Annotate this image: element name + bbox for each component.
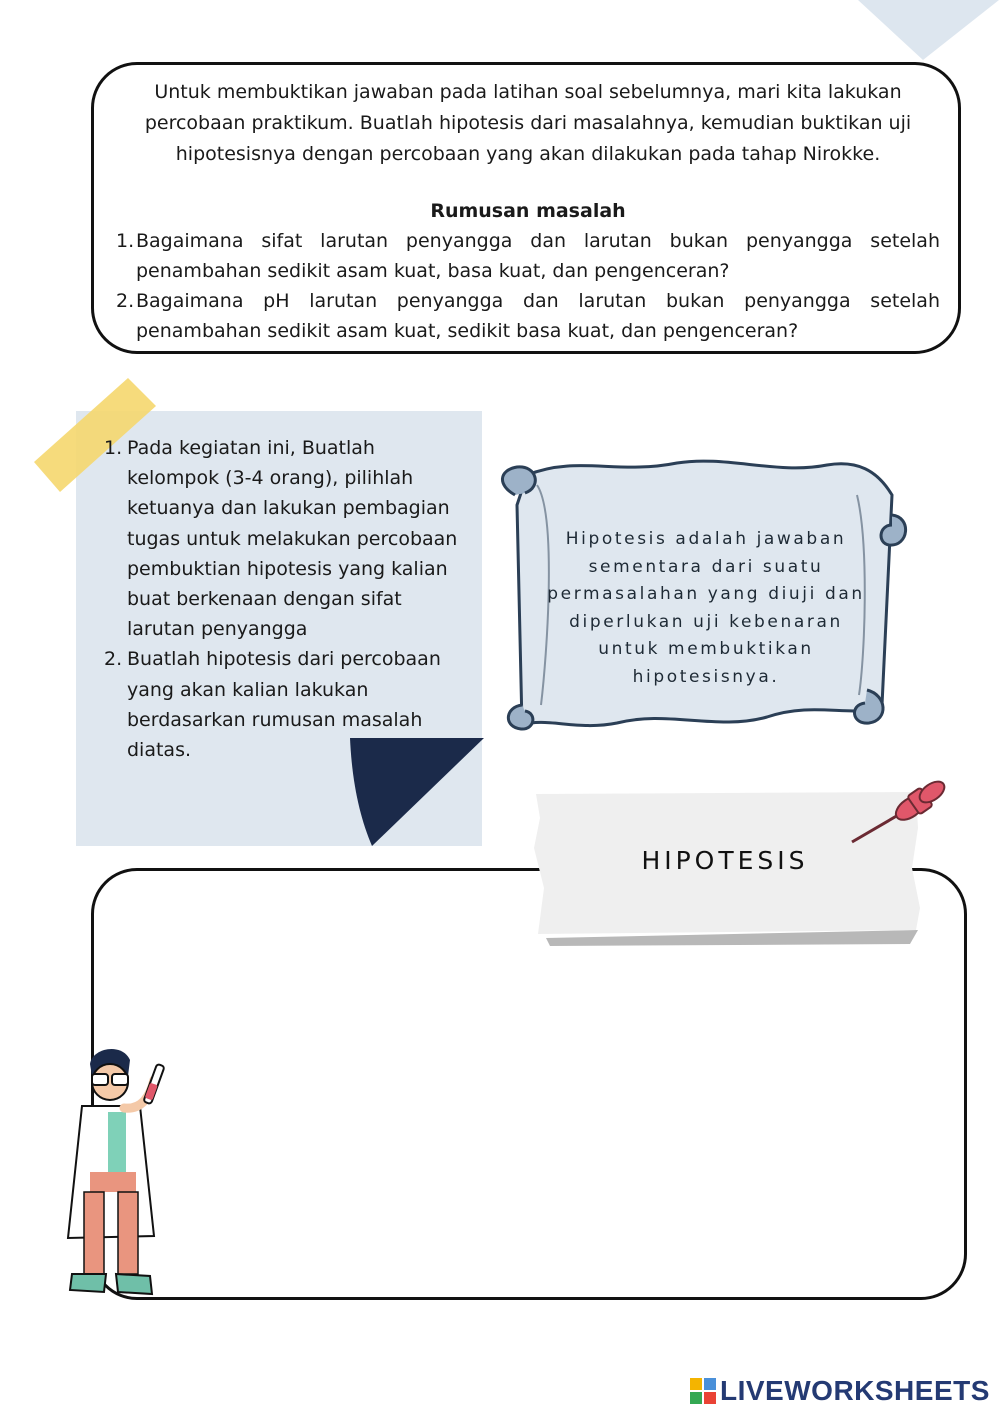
intro-paragraph: Untuk membuktikan jawaban pada latihan soal sebelumnya, mari kita lakukan percobaan praktikum. Buatlah hipotesis dari masalahnya, kemudian buktikan uji hipotesisnya dengan percobaan yang akan dilakukan pada tahap Nirokke.	[144, 81, 912, 165]
task-item	[104, 644, 464, 765]
hypothesis-label: HIPOTESIS	[641, 846, 809, 875]
task-number: 2.	[104, 648, 123, 671]
push-pin-icon	[848, 776, 948, 846]
task-list	[104, 433, 464, 765]
question-text: Bagaimana pH larutan penyangga dan larutan bukan penyangga setelah penambahan sedikit asam kuat, sedikit basa kuat, dan pengenceran?	[136, 290, 940, 342]
liveworksheets-brand	[690, 1374, 990, 1408]
liveworksheets-logo-icon	[690, 1378, 716, 1404]
hypothesis-definition: Hipotesis adalah jawaban sementara dari suatu permasalahan yang diuji dan diperlukan uji kebenaran untuk membuktikan hipotesisnya.	[547, 529, 865, 687]
intro-box	[91, 62, 961, 354]
question-number: 1.	[116, 230, 135, 252]
question-item	[116, 286, 940, 346]
task-number: 1.	[104, 437, 123, 459]
task-text: Pada kegiatan ini, Buatlah kelompok (3-4 orang), pilihlah ketuanya dan lakukan pembagian tugas untuk melakukan percobaan pembuktian hipotesis yang kalian buat berkenaan dengan sifat larutan penyangga	[127, 437, 458, 641]
task-item	[104, 433, 464, 644]
rumusan-masalah-title: Rumusan masalah	[430, 200, 626, 222]
brand-name: LIVEWORKSHEETS	[720, 1375, 990, 1406]
corner-triangle-decoration	[858, 0, 999, 60]
question-number: 2.	[116, 290, 135, 312]
question-text: Bagaimana sifat larutan penyangga dan larutan bukan penyangga setelah penambahan sedikit asam kuat, basa kuat, dan pengenceran?	[136, 230, 940, 282]
question-list	[116, 226, 940, 346]
task-text: Buatlah hipotesis dari percobaan yang akan kalian lakukan berdasarkan rumusan masalah diatas.	[127, 648, 441, 762]
question-item	[116, 226, 940, 286]
scientist-illustration	[62, 1046, 182, 1302]
